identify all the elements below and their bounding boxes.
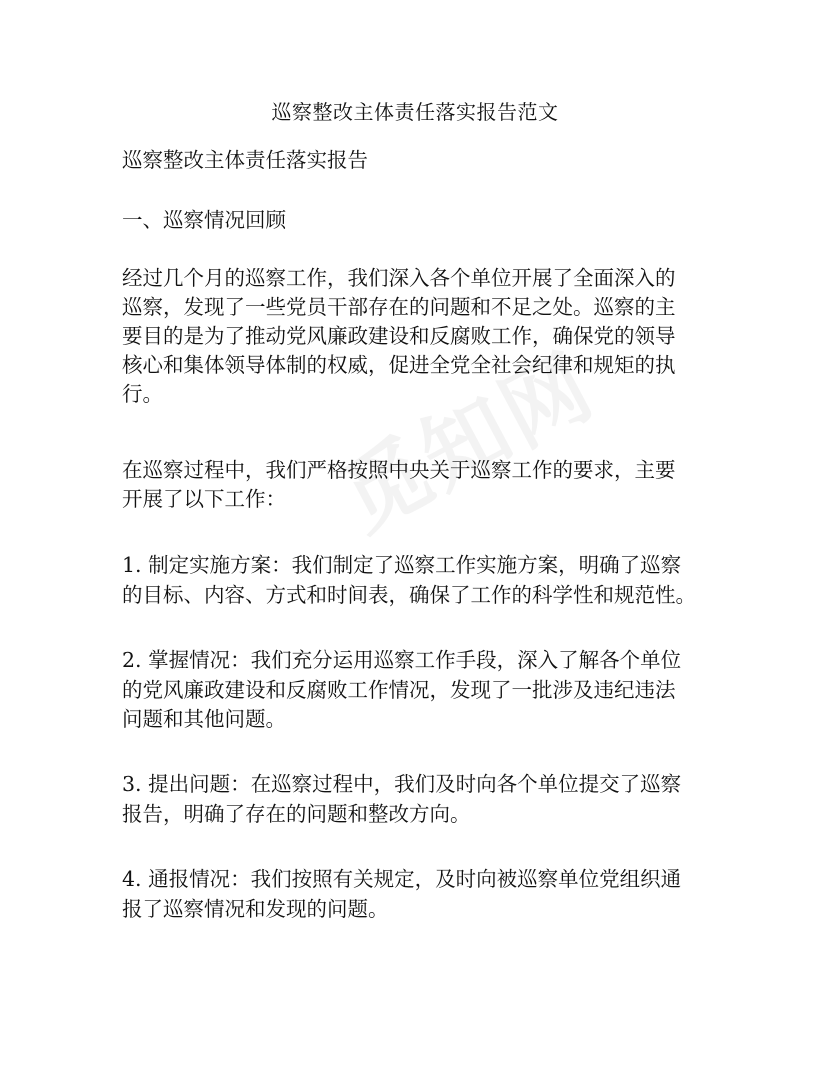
list-item-line: 2. 掌握情况：我们充分运用巡察工作手段，深入了解各个单位: [122, 648, 682, 672]
paragraph-line: 核心和集体领导体制的权威，促进全党全社会纪律和规矩的执: [122, 353, 676, 377]
paragraph-line: 要目的是为了推动党风廉政建设和反腐败工作，确保党的领导: [122, 324, 676, 348]
section-heading-review: 一、巡察情况回顾: [122, 208, 286, 232]
list-item-line: 4. 通报情况：我们按照有关规定，及时向被巡察单位党组织通: [122, 867, 682, 891]
list-item-line: 问题和其他问题。: [122, 707, 286, 731]
paragraph-line: 开展了以下工作：: [122, 487, 286, 511]
list-item-line: 的目标、内容、方式和时间表，确保了工作的科学性和规范性。: [122, 583, 696, 607]
document-subtitle: 巡察整改主体责任落实报告: [122, 148, 368, 172]
paragraph-line: 在巡察过程中，我们严格按照中央关于巡察工作的要求，主要: [122, 458, 676, 482]
paragraph-line: 行。: [122, 382, 163, 406]
list-item-line: 的党风廉政建设和反腐败工作情况，发现了一批涉及违纪违法: [122, 678, 676, 702]
paragraph-line: 经过几个月的巡察工作，我们深入各个单位开展了全面深入的: [122, 266, 676, 290]
list-item-line: 报了巡察情况和发现的问题。: [122, 897, 389, 921]
list-item-line: 1. 制定实施方案：我们制定了巡察工作实施方案，明确了巡察: [122, 553, 682, 577]
list-item-line: 3. 提出问题：在巡察过程中，我们及时向各个单位提交了巡察: [122, 772, 682, 796]
list-item-line: 报告，明确了存在的问题和整改方向。: [122, 802, 471, 826]
document-title: 巡察整改主体责任落实报告范文: [271, 100, 559, 124]
paragraph-line: 巡察，发现了一些党员干部存在的问题和不足之处。巡察的主: [122, 295, 676, 319]
